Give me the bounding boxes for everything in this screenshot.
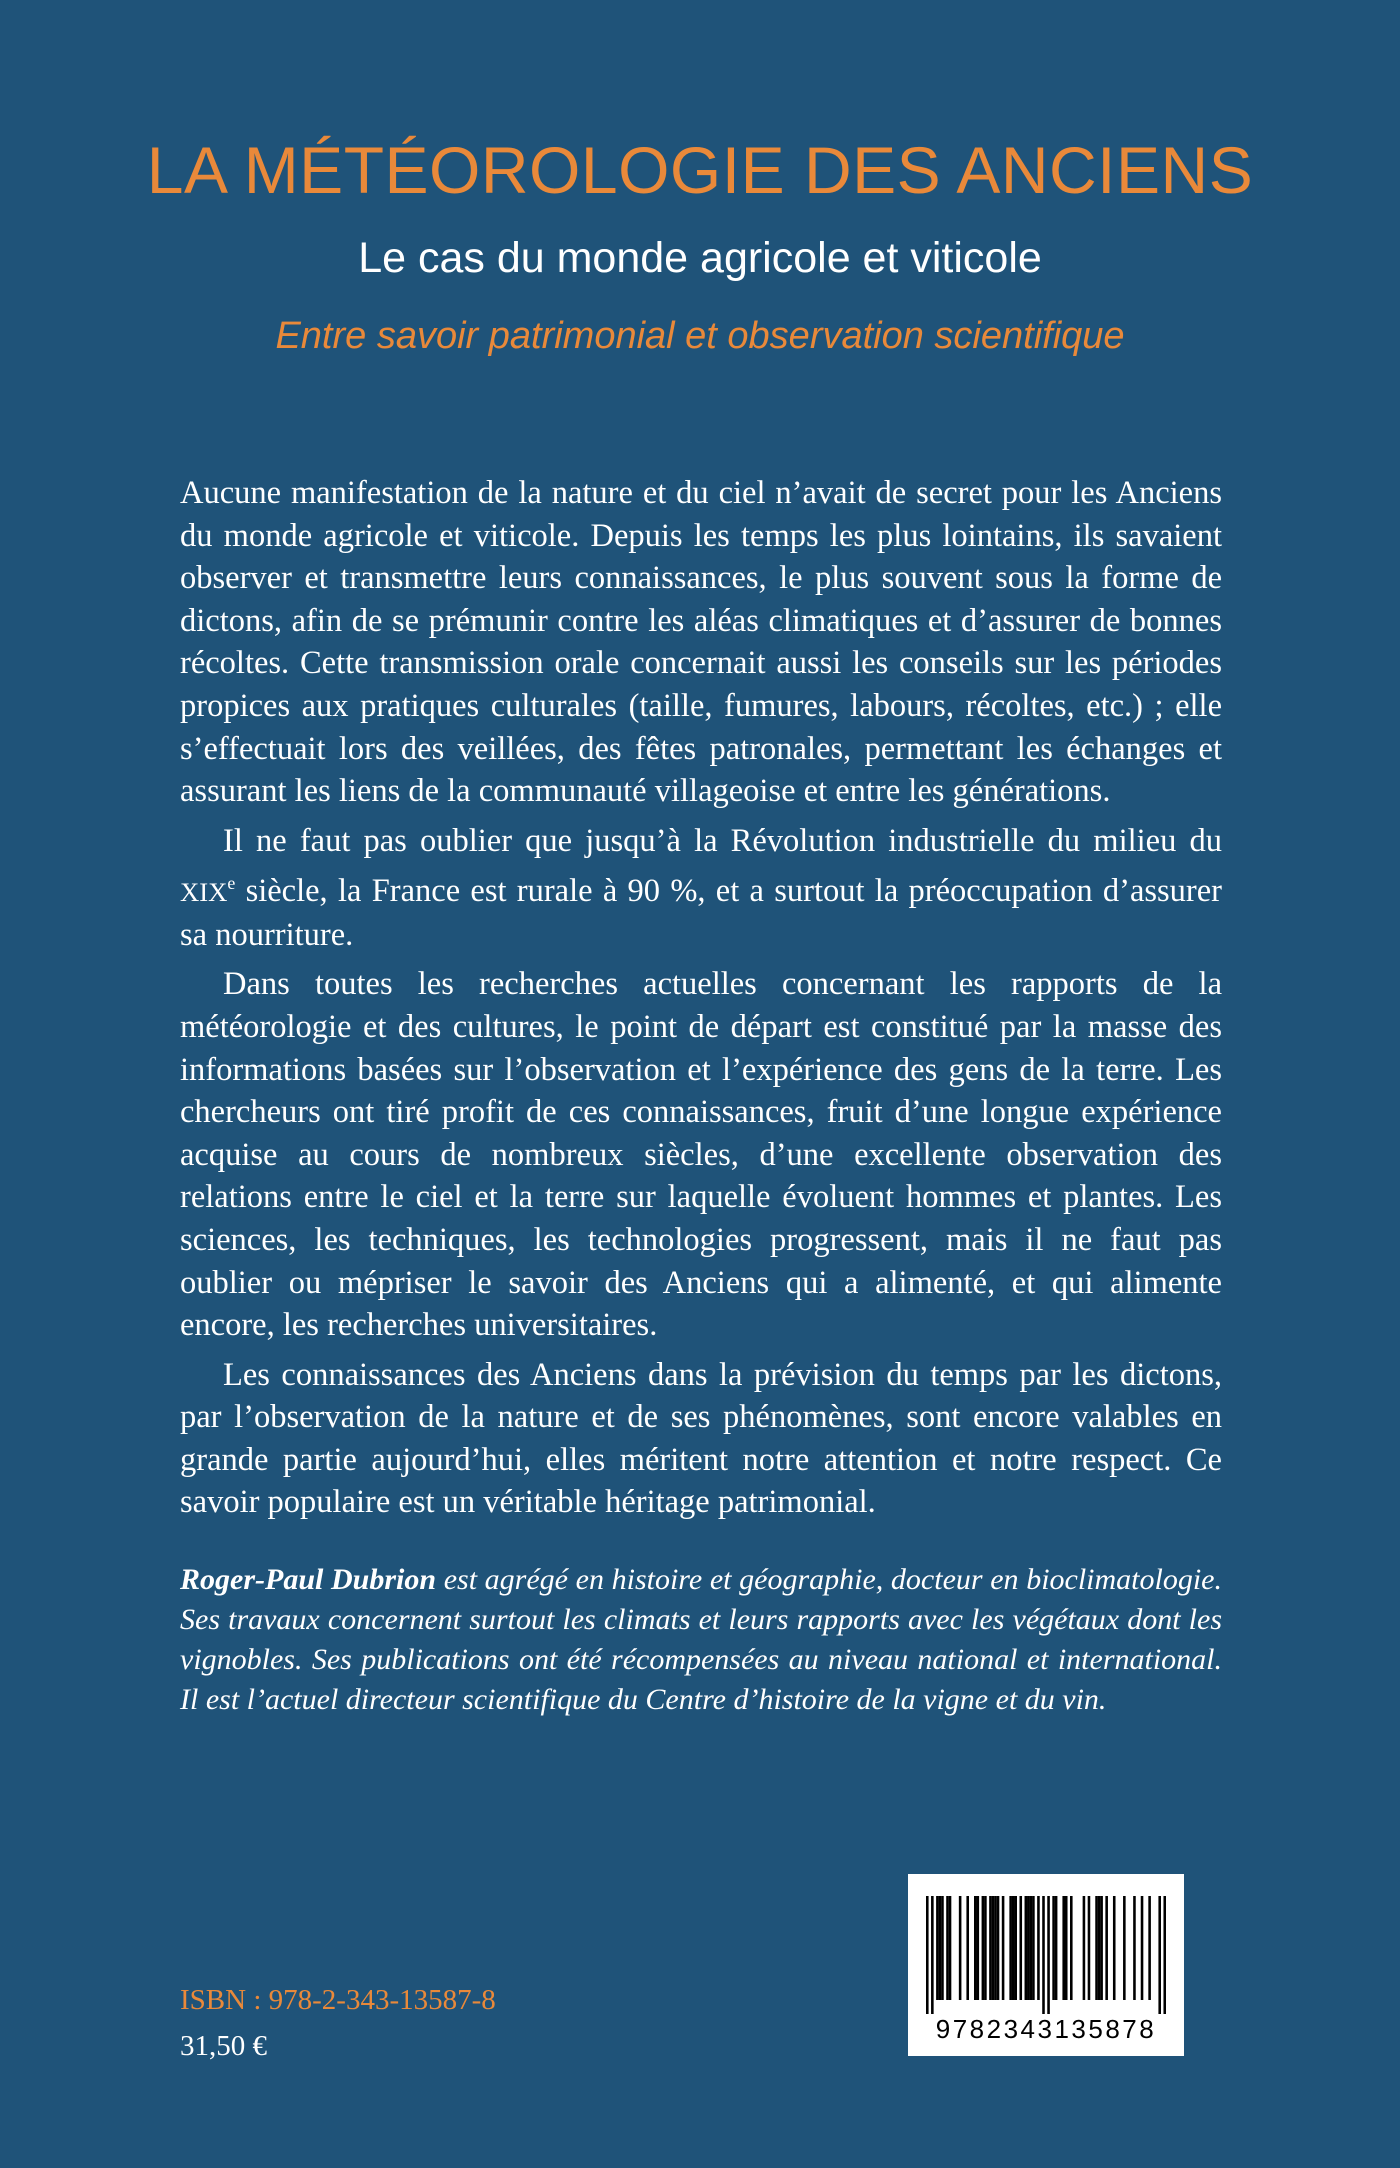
barcode-bar (984, 1896, 987, 2000)
barcode-bar (1055, 1896, 1058, 2000)
barcode-bar (1123, 1896, 1126, 2000)
author-name: Roger-Paul Dubrion (180, 1563, 437, 1596)
blurb-paragraph-2 (180, 820, 1222, 957)
century-numeral: XIX (180, 877, 228, 908)
isbn: ISBN : 978-2-343-13587-8 (180, 1984, 496, 2016)
barcode-bar (1163, 1896, 1166, 2014)
author-bio (180, 1560, 1222, 1720)
barcode-bar (946, 1896, 949, 2000)
barcode-bar (1042, 1896, 1045, 2014)
century-superscript: e (227, 873, 236, 894)
barcode-bar (1062, 1896, 1065, 2000)
barcode-bar (1047, 1896, 1050, 2014)
book-title: LA MÉTÉOROLOGIE DES ANCIENS (146, 133, 1254, 207)
author-bio-text: est agrégé en histoire et géographie, docteur en bioclimatologie. Ses travaux concernent surtout les climats et leurs rapports avec les végétaux dont les vignobles. Ses publications ont été récompensées au niveau national et international. Il est l’actuel directeur scientifique du Centre d’histoire de la vigne et du vin. (180, 1563, 1222, 1716)
barcode-bar (939, 1896, 942, 2000)
barcode-bar (1019, 1896, 1022, 2000)
barcode-digits: 9782343135878 (935, 2014, 1157, 2044)
book-subtitle: Le cas du monde agricole et viticole (358, 234, 1042, 282)
barcode-bar (982, 1896, 985, 2000)
barcode-bar (1002, 1896, 1005, 2000)
barcode-bar (1100, 1896, 1103, 2000)
barcode-bar (1113, 1896, 1116, 2000)
barcode-bar (1158, 1896, 1161, 2014)
barcode-bar (1030, 1896, 1033, 2000)
barcode-bar (992, 1896, 995, 2000)
barcode-bar (1105, 1896, 1108, 2000)
blurb-paragraph-3: Dans toutes les recherches actuelles concernant les rapports de la météorologie et des cultures, le point de départ est constitué par la masse des informations basées sur l’observation et l’expérience des gens de la terre. Les chercheurs ont tiré profit de ces connaissances, fruit d’une longue expérience acquise au cours de nombreux siècles, d’une excellente observation des relations entre le ciel et la terre sur laquelle évoluent hommes et plantes. Les sciences, les techniques, les technologies progressent, mais il ne faut pas oublier ou mépriser le savoir des Anciens qui a alimenté, et qui alimente encore, les recherches universitaires. (180, 966, 1222, 1344)
barcode-bar (1098, 1896, 1101, 2000)
barcode-bar (989, 1896, 992, 2000)
barcode-bar (1014, 1896, 1017, 2000)
barcode-bar (949, 1896, 952, 2000)
barcode-bar (974, 1896, 977, 2000)
barcode-bar (1133, 1896, 1136, 2000)
barcode-bar (1009, 1896, 1012, 2000)
barcode-bar (931, 1896, 934, 2014)
barcode-bar (1025, 1896, 1028, 2000)
blurb-paragraph-4: Les connaissances des Anciens dans la prévision du temps par les dictons, par l’observation de la nature et de ses phénomènes, sont encore valables en grande partie aujourd’hui, elles méritent notre attention et notre respect. Ce savoir populaire est un véritable héritage patrimonial. (180, 1356, 1222, 1521)
barcode-bar (1141, 1896, 1144, 2000)
barcode-bar (1065, 1896, 1068, 2000)
barcode-bar (1052, 1896, 1055, 2000)
blurb-paragraph-2-start: Il ne faut pas oublier que jusqu’à la Révolution industrielle du milieu du (223, 822, 1222, 859)
barcode-bar (941, 1896, 944, 2000)
barcode-bar (1083, 1896, 1086, 2000)
barcode-bar (959, 1896, 962, 2000)
barcode-bar (1148, 1896, 1151, 2000)
barcode-bar (997, 1896, 1000, 2000)
barcode (908, 1874, 1184, 2056)
barcode-bars (926, 1896, 1166, 2014)
barcode-bar (994, 1896, 997, 2000)
barcode-bar (1027, 1896, 1030, 2000)
barcode-bar (1032, 1896, 1035, 2000)
blurb-paragraph-2-end: siècle, la France est rurale à 90 %, et a surtout la préoccupation d’assurer sa nourriture. (180, 873, 1222, 953)
barcode-bar (1088, 1896, 1091, 2000)
barcode-bar (1095, 1896, 1098, 2000)
barcode-bar (1012, 1896, 1015, 2000)
barcode-bar (1070, 1896, 1073, 2000)
blurb (180, 472, 1222, 1531)
barcode-bar (977, 1896, 980, 2000)
barcode-bar (936, 1896, 939, 2000)
barcode-bar (926, 1896, 929, 2014)
barcode-bar (966, 1896, 969, 2000)
price: 31,50 € (180, 2030, 267, 2062)
barcode-bar (1037, 1896, 1040, 2000)
blurb-paragraph-1: Aucune manifestation de la nature et du ciel n’avait de secret pour les Anciens du monde agricole et viticole. Depuis les temps les plus lointains, ils savaient observer et transmettre leurs connaissances, le plus souvent sous la forme de dictons, afin de se prémunir contre les aléas climatiques et d’assurer de bonnes récoltes. Cette transmission orale concernait aussi les conseils sur les périodes propices aux pratiques culturales (taille, fumures, labours, récoltes, etc.) ; elle s’effectuait lors des veillées, des fêtes patronales, permettant les échanges et assurant les liens de la communauté villageoise et entre les générations. (180, 475, 1222, 810)
book-tagline: Entre savoir patrimonial et observation scientifique (275, 315, 1125, 357)
